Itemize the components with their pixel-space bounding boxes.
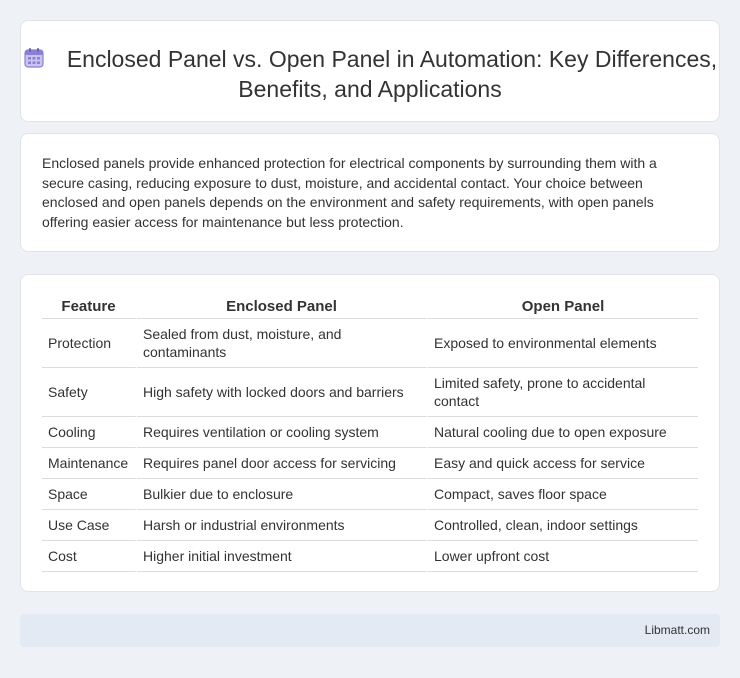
cell-open: Controlled, clean, indoor settings	[428, 510, 698, 541]
cell-enclosed: High safety with locked doors and barriers	[137, 368, 428, 417]
intro-card	[20, 133, 720, 252]
cell-feature: Safety	[42, 368, 137, 417]
footer-bar	[20, 614, 720, 647]
page-title-text: Enclosed Panel vs. Open Panel in Automation: Key Differences, Benefits, and Applications	[66, 46, 718, 102]
cell-open: Easy and quick access for service	[428, 448, 698, 479]
cell-open: Compact, saves floor space	[428, 479, 698, 510]
comparison-table-card	[20, 274, 720, 592]
cell-feature: Space	[42, 479, 137, 510]
cell-open: Exposed to environmental elements	[428, 319, 698, 368]
cell-enclosed: Sealed from dust, moisture, and contaminants	[137, 319, 428, 368]
cell-enclosed: Requires ventilation or cooling system	[137, 417, 428, 448]
calendar-icon	[23, 47, 45, 69]
header-feature: Feature	[42, 293, 137, 319]
table-row	[42, 417, 698, 448]
table-row	[42, 479, 698, 510]
table-header-row	[42, 293, 698, 319]
cell-feature: Maintenance	[42, 448, 137, 479]
cell-feature: Cost	[42, 541, 137, 572]
cell-enclosed: Requires panel door access for servicing	[137, 448, 428, 479]
intro-paragraph: Enclosed panels provide enhanced protection for electrical components by surrounding them with a secure casing, reducing exposure to dust, moisture, and accidental contact. Your choice between enclosed and open panels depends on the environment and safety requirements, with open panels offering easier access for maintenance but less protection.	[42, 155, 657, 230]
cell-open: Lower upfront cost	[428, 541, 698, 572]
title-card	[20, 20, 720, 122]
page-title	[21, 44, 719, 104]
comparison-table	[42, 293, 698, 572]
table-row	[42, 510, 698, 541]
footer-source-link[interactable]: Libmatt.com	[644, 623, 710, 637]
cell-enclosed: Harsh or industrial environments	[137, 510, 428, 541]
cell-open: Limited safety, prone to accidental contact	[428, 368, 698, 417]
table-row	[42, 368, 698, 417]
table-row	[42, 541, 698, 572]
cell-enclosed: Bulkier due to enclosure	[137, 479, 428, 510]
cell-feature: Use Case	[42, 510, 137, 541]
cell-feature: Protection	[42, 319, 137, 368]
header-open-panel: Open Panel	[428, 293, 698, 319]
table-row	[42, 319, 698, 368]
cell-open: Natural cooling due to open exposure	[428, 417, 698, 448]
cell-enclosed: Higher initial investment	[137, 541, 428, 572]
cell-feature: Cooling	[42, 417, 137, 448]
table-row	[42, 448, 698, 479]
header-enclosed-panel: Enclosed Panel	[137, 293, 428, 319]
